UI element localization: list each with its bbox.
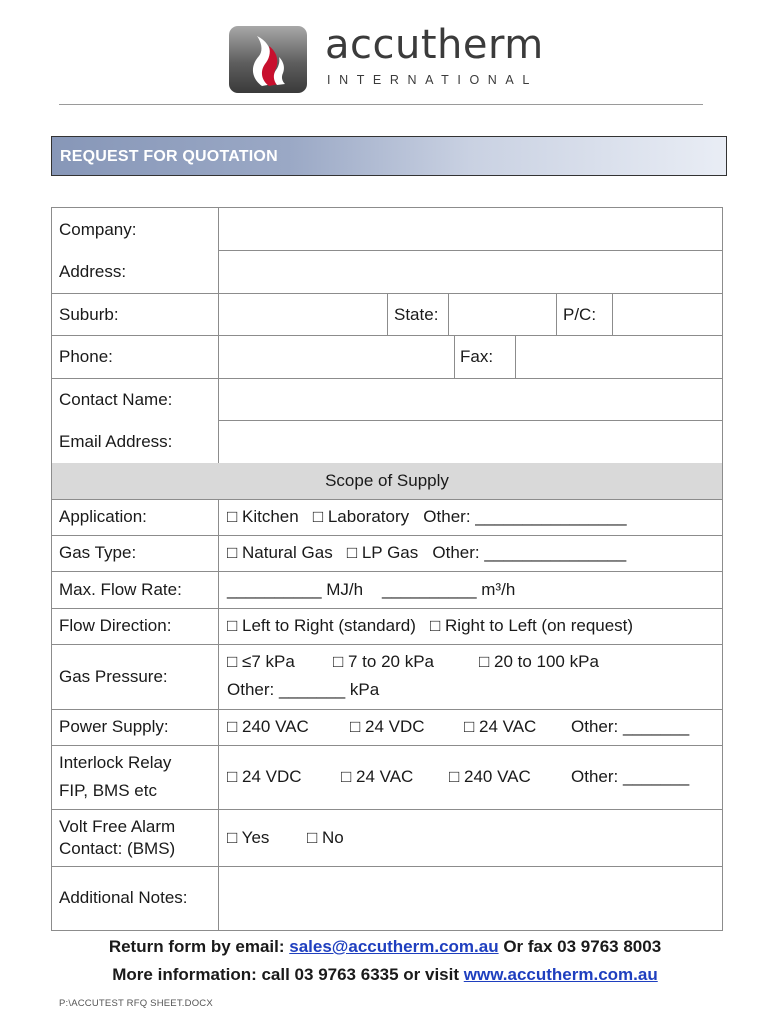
suburb-label: Suburb: [59,305,119,324]
column-divider [387,293,388,335]
gas-pressure-option-7kpa[interactable]: □ ≤7 kPa [227,652,295,671]
power-supply-label: Power Supply: [59,717,169,736]
interlock-option-24vdc[interactable]: □ 24 VDC [227,767,302,786]
fax-info: Or fax 03 9763 8003 [498,937,662,956]
column-divider [218,499,219,930]
interlock-option-240vac[interactable]: □ 240 VAC [449,767,531,786]
header-divider [59,104,703,105]
additional-notes-label: Additional Notes: [59,888,188,907]
gas-pressure-option-7-20kpa[interactable]: □ 7 to 20 kPa [333,652,434,671]
return-form-line [0,937,770,957]
interlock-relay-label: Interlock Relay [59,753,172,772]
max-flow-rate-fields[interactable]: __________ MJ/h __________ m³/h [227,580,516,599]
row-divider [52,709,722,710]
column-divider [556,293,557,335]
interlock-relay-sublabel: FIP, BMS etc [59,781,157,800]
state-field[interactable] [449,294,556,335]
flow-direction-options[interactable]: □ Left to Right (standard) □ Right to Left (on request) [227,616,634,635]
gas-pressure-label: Gas Pressure: [59,667,168,686]
row-divider [52,571,722,572]
quotation-form-table [51,207,723,931]
email-address-field[interactable] [219,421,722,463]
fax-field[interactable] [516,336,722,378]
flame-logo-icon [229,26,307,93]
sales-email-link[interactable]: sales@accutherm.com.au [289,937,499,956]
power-option-24vdc[interactable]: □ 24 VDC [350,717,425,736]
power-option-24vac[interactable]: □ 24 VAC [464,717,537,736]
volt-free-alarm-sublabel: Contact: (BMS) [59,839,176,858]
return-prefix: Return form by email: [108,937,290,956]
scope-of-supply-heading: Scope of Supply [325,471,449,490]
row-divider [52,608,722,609]
info-prefix: More information: call 03 9763 6335 or visit [112,965,464,984]
file-reference: P:\ACCUTEST RFQ SHEET.DOCX [59,998,213,1009]
volt-free-option-yes[interactable]: □ Yes [227,828,270,847]
address-label: Address: [59,262,127,281]
email-address-label: Email Address: [59,432,173,451]
column-divider [454,335,455,378]
gas-pressure-option-20-100kpa[interactable]: □ 20 to 100 kPa [479,652,599,671]
phone-label: Phone: [59,347,113,366]
phone-field[interactable] [219,336,454,378]
page-title: REQUEST FOR QUOTATION [60,148,278,165]
fax-label: Fax: [460,347,494,366]
more-info-line [0,965,770,985]
row-divider [52,745,722,746]
application-options[interactable]: □ Kitchen □ Laboratory Other: ________________ [227,507,627,526]
brand-subtitle: INTERNATIONAL [327,73,538,87]
gas-type-label: Gas Type: [59,543,137,562]
row-divider [52,644,722,645]
additional-notes-field[interactable] [219,867,722,930]
company-label: Company: [59,220,137,239]
interlock-option-24vac[interactable]: □ 24 VAC [341,767,414,786]
application-label: Application: [59,507,147,526]
postcode-field[interactable] [613,294,722,335]
power-option-other[interactable]: Other: _______ [571,717,690,736]
row-divider [52,809,722,810]
brand-logo [229,22,559,96]
brand-name: accutherm [325,22,544,68]
flow-direction-label: Flow Direction: [59,616,172,635]
state-label: State: [394,305,439,324]
postcode-label: P/C: [563,305,597,324]
gas-type-options[interactable]: □ Natural Gas □ LP Gas Other: _______________ [227,543,627,562]
contact-name-label: Contact Name: [59,390,173,409]
row-divider [52,499,722,500]
gas-pressure-other[interactable]: Other: _______ kPa [227,680,380,699]
suburb-field[interactable] [219,294,387,335]
max-flow-rate-label: Max. Flow Rate: [59,580,182,599]
company-field[interactable] [219,208,722,250]
website-link[interactable]: www.accutherm.com.au [463,965,658,984]
contact-name-field[interactable] [219,379,722,420]
power-option-240vac[interactable]: □ 240 VAC [227,717,309,736]
address-field[interactable] [219,251,722,293]
interlock-option-other[interactable]: Other: _______ [571,767,690,786]
row-divider [52,535,722,536]
volt-free-alarm-label: Volt Free Alarm [59,817,176,836]
volt-free-option-no[interactable]: □ No [307,828,344,847]
title-banner [51,136,727,176]
